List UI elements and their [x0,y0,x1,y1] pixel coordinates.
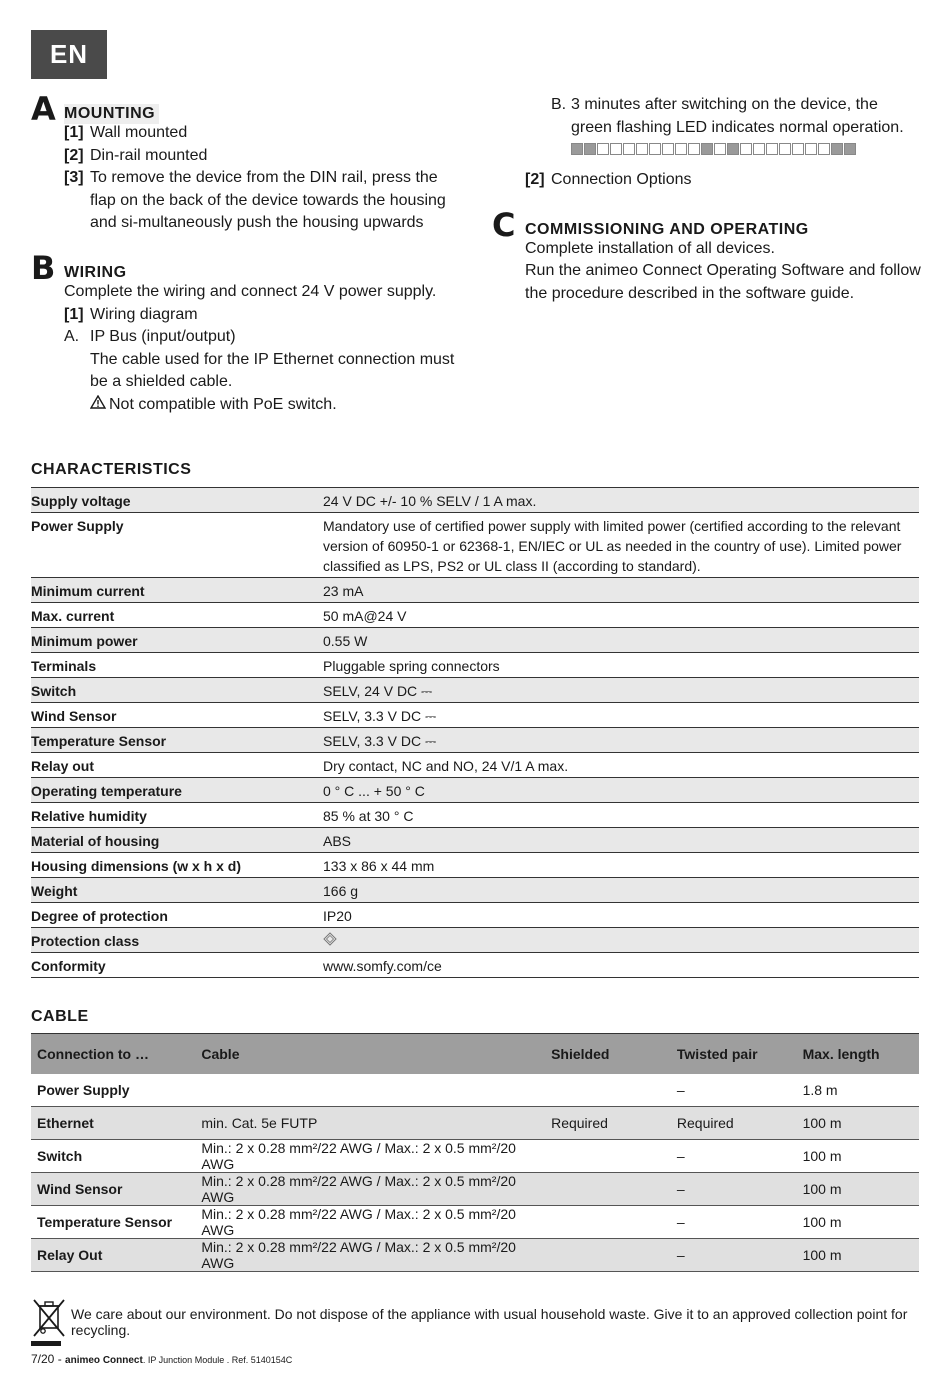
table-row [31,1074,919,1107]
led-cell [818,143,830,155]
characteristic-value [323,928,919,953]
table-row [31,628,919,653]
table-row [31,878,919,903]
section-c-letter: C [492,205,516,244]
characteristic-key: Switch [31,678,323,703]
led-cell [779,143,791,155]
table-cell: – [671,1239,797,1272]
item-number: [2] [64,146,84,164]
characteristic-key: Relative humidity [31,803,323,828]
divider [31,1341,61,1346]
table-cell: 100 m [797,1173,919,1206]
characteristic-value: 85 % at 30 ° C [323,803,919,828]
table-cell: min. Cat. 5e FUTP [195,1107,545,1140]
table-row [31,603,919,628]
characteristic-key: Housing dimensions (w x h x d) [31,853,323,878]
column-header: Shielded [545,1034,671,1075]
characteristics-title: CHARACTERISTICS [31,461,192,478]
warning-text: Not compatible with PoE switch. [109,395,337,413]
led-cell [844,143,856,155]
table-cell: Switch [31,1140,195,1173]
list-item [551,94,922,139]
characteristic-key: Minimum power [31,628,323,653]
table-cell: 100 m [797,1239,919,1272]
led-cell [753,143,765,155]
item-text: Din-rail mounted [90,146,208,164]
list-item [525,169,922,192]
list-item [64,145,461,168]
led-cell [675,143,687,155]
ip-bus-note: The cable used for the IP Ethernet connection must be a shielded cable. [90,350,455,391]
column-header: Connection to … [31,1034,195,1075]
section-c-line: Complete installation of all devices. [525,239,775,257]
footer-separator: - [54,1352,66,1366]
led-cell [701,143,713,155]
poe-warning [90,394,461,417]
crossed-bin-icon [31,1298,67,1338]
characteristic-key: Supply voltage [31,488,323,513]
characteristic-key: Weight [31,878,323,903]
characteristic-key: Minimum current [31,578,323,603]
section-b-header [31,248,461,287]
table-row [31,778,919,803]
characteristic-value: 133 x 86 x 44 mm [323,853,919,878]
table-cell: Min.: 2 x 0.28 mm²/22 AWG / Max.: 2 x 0.5 mm²/20 AWG [195,1140,545,1173]
characteristic-value: 50 mA@24 V [323,603,919,628]
led-cell [610,143,622,155]
table-row [31,803,919,828]
led-cell [597,143,609,155]
characteristic-value: 166 g [323,878,919,903]
table-cell: Wind Sensor [31,1173,195,1206]
table-row [31,1140,919,1173]
list-item [64,122,461,145]
table-row [31,678,919,703]
table-cell: – [671,1140,797,1173]
table-row [31,703,919,728]
table-cell: Ethernet [31,1107,195,1140]
section-b-intro: Complete the wiring and connect 24 V power supply. [64,282,437,300]
table-cell: Min.: 2 x 0.28 mm²/22 AWG / Max.: 2 x 0.5 mm²/20 AWG [195,1173,545,1206]
table-row [31,1206,919,1239]
table-cell: 1.8 m [797,1074,919,1107]
section-c-body [525,238,922,306]
item-text: 3 minutes after switching on the device, the green flashing LED indicates normal operation. [571,96,904,136]
table-cell: Temperature Sensor [31,1206,195,1239]
characteristic-key: Temperature Sensor [31,728,323,753]
led-cell [636,143,648,155]
item-label: B. [551,96,567,113]
characteristic-key: Wind Sensor [31,703,323,728]
characteristic-key: Power Supply [31,513,323,578]
item-number: [1] [64,305,84,323]
table-cell: – [671,1206,797,1239]
warning-icon [90,394,106,417]
characteristic-value: IP20 [323,903,919,928]
characteristic-value: 0 ° C ... + 50 ° C [323,778,919,803]
table-row [31,653,919,678]
table-cell: – [671,1173,797,1206]
table-header-row [31,1034,919,1075]
list-item [64,326,461,349]
table-cell: 100 m [797,1206,919,1239]
table-cell: – [671,1074,797,1107]
class-iii-icon [323,931,337,945]
table-row [31,928,919,953]
column-header: Twisted pair [671,1034,797,1075]
led-cell [571,143,583,155]
table-cell [545,1140,671,1173]
section-a-body [64,122,461,235]
characteristic-key: Protection class [31,928,323,953]
right-column [492,94,922,306]
item-number: [3] [64,169,84,187]
table-cell: Min.: 2 x 0.28 mm²/22 AWG / Max.: 2 x 0.5 mm²/20 AWG [195,1239,545,1272]
item-text: Wall mounted [90,124,188,141]
characteristic-value: 0.55 W [323,628,919,653]
table-row [31,753,919,778]
table-row [31,488,919,513]
led-cell [649,143,661,155]
item-text: IP Bus (input/output) [90,328,236,346]
item-text: To remove the device from the DIN rail, press the flap on the back of the device towards the housing and si-multaneously push the housing upwards [90,169,446,232]
section-b-letter: B [31,248,56,287]
product-ref: . IP Junction Module . Ref. 5140154C [142,1355,293,1365]
led-cell [766,143,778,155]
section-a-header [31,90,461,128]
table-cell [195,1074,545,1107]
page-number: 7/20 [31,1352,55,1366]
item-number: [2] [525,171,545,189]
left-column [31,90,461,417]
characteristic-value: ABS [323,828,919,853]
item-text: Connection Options [551,171,692,189]
cable-table [31,1033,919,1272]
characteristic-key: Operating temperature [31,778,323,803]
cable-title: CABLE [31,1008,89,1025]
list-item [64,167,461,235]
section-c-title: COMMISSIONING AND OPERATING [525,220,809,238]
led-cell [688,143,700,155]
table-cell [545,1239,671,1272]
column-header: Cable [195,1034,545,1075]
led-cell [740,143,752,155]
table-row [31,853,919,878]
table-cell: Relay Out [31,1239,195,1272]
led-cell [792,143,804,155]
characteristic-value: Pluggable spring connectors [323,653,919,678]
table-row [31,728,919,753]
section-c-line: Run the animeo Connect Operating Software and follow the procedure described in the software guide. [525,262,921,302]
characteristic-key: Material of housing [31,828,323,853]
characteristic-value: Mandatory use of certified power supply with limited power (certified according to the relevant version of 60950-1 or 62368-1, EN/IEC or UL as needed in the country of use). Limited power classified as LPS, PS2 or UL class II (according to standard). [323,513,919,578]
characteristic-value: www.somfy.com/ce [323,953,919,978]
led-cell [727,143,739,155]
led-cell [662,143,674,155]
item-text: Wiring diagram [90,305,198,323]
characteristic-key: Relay out [31,753,323,778]
language-badge: EN [31,30,107,79]
led-cell [623,143,635,155]
table-cell: Required [671,1107,797,1140]
table-row [31,1173,919,1206]
characteristics-table [31,487,919,978]
table-row [31,578,919,603]
table-cell [545,1206,671,1239]
table-row [31,828,919,853]
characteristic-key: Conformity [31,953,323,978]
characteristic-value: Dry contact, NC and NO, 24 V/1 A max. [323,753,919,778]
table-cell [545,1173,671,1206]
page-footer [31,1352,292,1366]
characteristic-key: Max. current [31,603,323,628]
characteristic-value: 23 mA [323,578,919,603]
characteristic-value: 24 V DC +/- 10 % SELV / 1 A max. [323,488,919,513]
led-cell [831,143,843,155]
section-a-letter: A [31,90,56,128]
characteristic-value: SELV, 24 V DC ⎓ [323,678,919,703]
table-cell [545,1074,671,1107]
section-b-body [64,281,461,417]
table-cell: 100 m [797,1140,919,1173]
characteristic-key: Terminals [31,653,323,678]
section-c-header [492,205,922,244]
table-row [31,513,919,578]
led-flash-pattern [571,143,922,155]
section-a-title: MOUNTING [64,104,159,124]
led-cell [805,143,817,155]
table-cell: Required [545,1107,671,1140]
item-number: [1] [64,124,84,141]
section-b-title: WIRING [64,263,127,281]
product-name: animeo Connect [65,1355,143,1366]
table-row [31,1239,919,1272]
list-item [64,304,461,327]
led-cell [714,143,726,155]
environment-note [31,1298,931,1338]
characteristic-value: SELV, 3.3 V DC ⎓ [323,728,919,753]
table-cell: Power Supply [31,1074,195,1107]
item-label: A. [64,328,80,346]
led-cell [584,143,596,155]
column-header: Max. length [797,1034,919,1075]
characteristic-key: Degree of protection [31,903,323,928]
table-row [31,953,919,978]
table-cell: Min.: 2 x 0.28 mm²/22 AWG / Max.: 2 x 0.5 mm²/20 AWG [195,1206,545,1239]
table-row [31,1107,919,1140]
environment-text: We care about our environment. Do not dispose of the appliance with usual household waste. Give it to an approved collection point for recycling. [71,1306,908,1338]
characteristic-value: SELV, 3.3 V DC ⎓ [323,703,919,728]
table-cell: 100 m [797,1107,919,1140]
table-row [31,903,919,928]
